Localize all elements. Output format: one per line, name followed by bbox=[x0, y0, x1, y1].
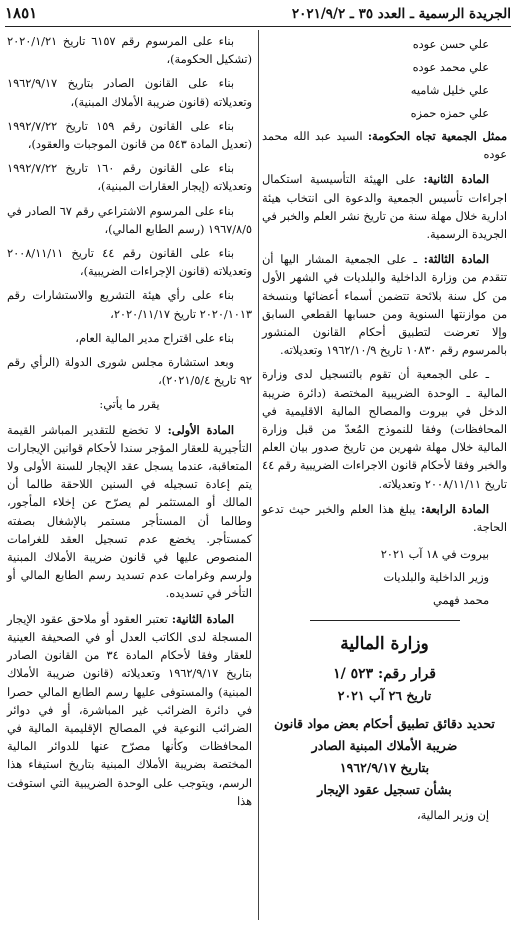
article-4-label: المادة الرابعة: bbox=[421, 501, 489, 516]
column-divider bbox=[258, 30, 259, 920]
article-3 bbox=[262, 250, 507, 360]
decides-heading: يقرر ما يأتي: bbox=[99, 398, 160, 412]
representative-label: ممثل الجمعية تجاه الحكومة: bbox=[367, 129, 507, 143]
gazette-title: الجريدة الرسمية ـ العدد ٣٥ ـ ٢٠٢١/٩/٢ bbox=[291, 6, 511, 22]
left-column bbox=[5, 33, 252, 831]
article-2-text: على الهيئة التأسيسية استكمال اجراءات تأسيس الجمعية والدعوة الى انتخاب هيئة ادارية خلال مهلة سنة من تاريخ نشر العلم والخبر في الجريدة الرسمية. bbox=[262, 173, 507, 242]
decision-article-2-label: المادة الثانية: bbox=[171, 611, 234, 626]
decision-article-1-label: المادة الأولى: bbox=[167, 422, 234, 437]
page-number: ١٨٥١ bbox=[5, 4, 38, 22]
preamble-clause: بناء على القانون الصادر بتاريخ ١٩٦٢/٩/١٧ وتعديلاته (قانون ضريبة الأملاك المبنية)، bbox=[7, 77, 252, 109]
preamble-clause: بناء على المرسوم رقم ٦١٥٧ تاريخ ٢٠٢٠/١/٢١ (تشكيل الحكومة)، bbox=[7, 35, 252, 67]
section-separator bbox=[310, 620, 460, 621]
founders-list bbox=[262, 33, 507, 125]
article-2 bbox=[262, 170, 507, 244]
decision-article-1-text: لا تخضع للتقدير المباشر القيمة التأجيرية للعقار المؤجر سندا لأحكام قوانين الإيجارات المتعاقبة، عندما يسجل عقد الإيجار للسنة الأولى ولا يتم إعادة تسجيله في السنين اللاحقة طالما أن المالك أو المستثمر لم يصرّح عن إخلاء المأجور، وطالما أن المستأجر مستمر بالإشغال بصفته كمستأجر. يخضع عدم تسجيل العقد للغرامات المنصوص عليها في قانون ضريبة الأملاك المبنية ولرسم وغرامات عدم تسديد رسم الطابع المالي أو التأخر في تسديده. bbox=[7, 423, 252, 601]
preamble-clause: وبعد استشارة مجلس شورى الدولة (الرأي رقم ٩٢ تاريخ ٢٠٢١/٥/٤)، bbox=[7, 356, 252, 388]
signature-block bbox=[262, 543, 507, 612]
decision-subject-line: تحديد دقائق تطبيق أحكام بعض مواد قانون bbox=[274, 716, 495, 732]
right-column bbox=[262, 33, 511, 831]
representative bbox=[262, 127, 507, 164]
article-2-label: المادة الثانية: bbox=[423, 172, 490, 187]
decision-date: تاريخ ٢٦ آب ٢٠٢١ bbox=[337, 688, 432, 704]
founder-name: علي خليل شاميه bbox=[410, 84, 489, 97]
decision-article-1 bbox=[7, 421, 252, 604]
article-3-label: المادة الثالثة: bbox=[423, 252, 490, 267]
preamble-clause: بناء على القانون رقم ٤٤ تاريخ ٢٠٠٨/١١/١١ وتعديلاته (قانون الإجراءات الضريبية)، bbox=[7, 247, 252, 279]
decision-subject-line: بتاريخ ١٩٦٢/٩/١٧ bbox=[339, 760, 430, 776]
minister-intro: إن وزير المالية، bbox=[416, 809, 489, 823]
date-line: بيروت في ١٨ آب ٢٠٢١ bbox=[380, 548, 489, 562]
signer-title: وزير الداخلية والبلديات bbox=[383, 571, 489, 585]
founder-name: علي محمد عوده bbox=[412, 61, 489, 74]
preamble-clause: بناء على رأي هيئة التشريع والاستشارات رقم ٢٠٢٠/١٠١٣ تاريخ ٢٠٢٠/١١/١٧، bbox=[7, 289, 252, 321]
signer-name: محمد فهمي bbox=[433, 594, 489, 608]
founder-name: علي حمزه حمزه bbox=[410, 107, 489, 120]
decision-subject-line: بشأن تسجيل عقود الإيجار bbox=[317, 782, 452, 798]
ministry-heading: وزارة المالية bbox=[340, 634, 429, 655]
article-4-text: يبلغ هذا العلم والخبر حيث تدعو الحاجة. bbox=[262, 502, 507, 535]
preamble-clause: بناء على القانون رقم ١٦٠ تاريخ ١٩٩٢/٧/٢٢ وتعديلاته (إيجار العقارات المبنية)، bbox=[7, 162, 252, 194]
representative-name: السيد عبد الله محمد عوده bbox=[262, 130, 507, 162]
decision-article-2-text: تعتبر العقود أو ملاحق عقود الإيجار المسجلة لدى الكاتب العدل أو في الصحيفة العينية للعقار وفقا لأحكام المادة ٣٤ من القانون الصادر بتاريخ ١٩٦٢/٩/١٧ وتعديلاته (قانون ضريبة الأملاك المبنية) والمستوفى عليها رسم الطابع المالي حصرا في دائرة الضرائب غير المباشرة، أو في دوائر الضرائب النوعية في المصالح الإقليمية المالية في المحافظات وكأنها مصرّح عنها للدوائر المالية المختصة بضريبة الأملاك المبنية بتاريخ استيفاء هذا الرسم، ويتوجب على الوحدة الضريبية التي استوفت هذا bbox=[7, 612, 252, 808]
preamble-clause: بناء على المرسوم الاشتراعي رقم ٦٧ الصادر في ١٩٦٧/٨/٥ (رسم الطابع المالي)، bbox=[7, 204, 252, 236]
article-3-continued: ـ على الجمعية أن تقوم بالتسجيل لدى وزارة المالية ـ الوحدة الضريبية المختصة (دائرة ضريبة الدخل في بيروت والمصالح المالية الاقليمية في المحافظات) وفقا للنموذج المُعدّ من قبل وزارة المالية خلال مهلة شهرين من تاريخ صدور بيان العلم والخبر وفقا لأحكام قانون الاجراءات الضريبية رقم ٤٤ تاريخ ٢٠٠٨/١١/١١ وتعديلاته. bbox=[262, 368, 507, 491]
decision-number: قرار رقم: ٥٢٣ /١ bbox=[333, 666, 436, 683]
page-header bbox=[5, 4, 511, 27]
decision-subject-line: ضريبة الأملاك المبنية الصادر bbox=[311, 738, 458, 754]
article-3-text: ـ على الجمعية المشار اليها أن تتقدم من وزارة الداخلية والبلديات في الشهر الأول من كل سنة بلائحة تتضمن أسماء أعضائها وبنسخة من موازنتها السنوية ومن حسابها القطعي السابق وإلا تعرضت لتطبيق أحكام القانون المنشور بالمرسوم رقم ١٠٨٣٠ تاريخ ١٩٦٢/١٠/٩ وتعديلاته. bbox=[262, 253, 507, 358]
decision-article-2 bbox=[7, 610, 252, 811]
preamble-clause: بناء على اقتراح مدير المالية العام، bbox=[75, 331, 234, 345]
preamble-clause: بناء على القانون رقم ١٥٩ تاريخ ١٩٩٢/٧/٢٢ (تعديل المادة ٥٤٣ من قانون الموجبات والعقود)، bbox=[7, 119, 252, 152]
article-4 bbox=[262, 500, 507, 537]
founder-name: علي حسن عوده bbox=[412, 38, 489, 51]
